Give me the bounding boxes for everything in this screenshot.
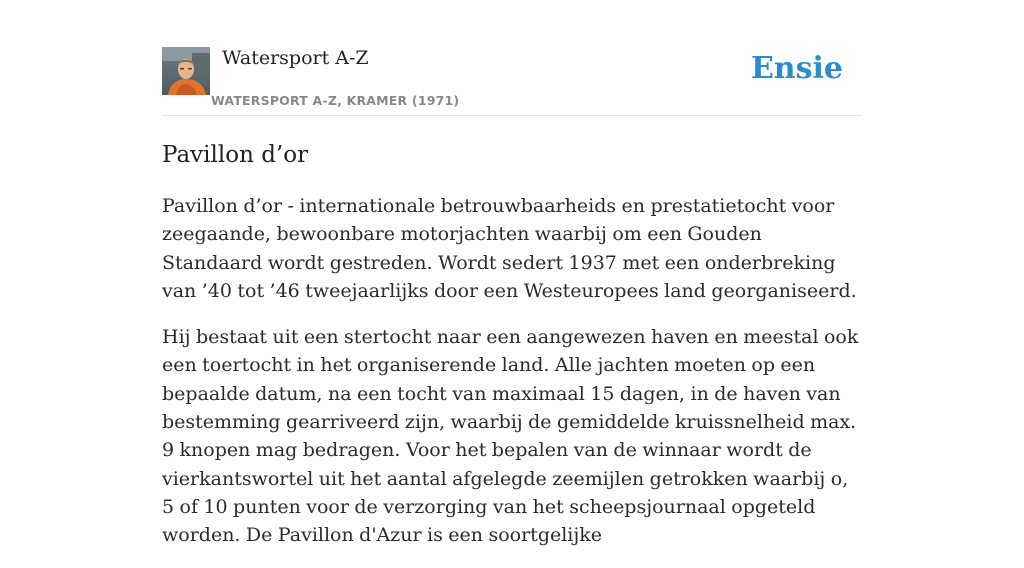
article-paragraph: Hij bestaat uit een stertocht naar een aangewezen haven en meestal ook een toertocht in het organiserende land. Alle jachten moeten op een bepaalde datum, na een tocht van maximaal 15 dagen, in de haven van bestemming gearriveerd zijn, waarbij de gemiddelde kruissnelheid max. 9 knopen mag bedragen. Voor het bepalen van de winnaar wordt de vierkantswortel uit het aantal afgelegde zeemijlen getrokken waarbij o, 5 of 10 punten voor de verzorging van het scheepsjournaal opgeteld worden. De Pavillon d'Azur is een soortgelijke xyxy=(162,326,859,547)
article-paragraph: Pavillon d’or - internationale betrouwbaarheids en prestatietocht voor zeegaande, bewoonbare motorjachten waarbij om een Gouden Standaard wordt gestreden. Wordt sedert 1937 met een onderbreking van ’40 tot ’46 tweejaarlijks door een Westeuropees land georganiseerd. xyxy=(162,195,857,302)
source-subtitle[interactable]: WATERSPORT A-Z, KRAMER (1971) xyxy=(211,93,460,108)
source-title[interactable]: Watersport A-Z xyxy=(222,47,369,69)
author-avatar[interactable] xyxy=(162,47,210,95)
header-divider xyxy=(162,115,862,116)
article-body xyxy=(162,192,862,568)
avatar-image xyxy=(162,47,210,95)
page-title: Pavillon d’or xyxy=(162,142,309,168)
brand-logo[interactable]: Ensie xyxy=(750,51,843,86)
